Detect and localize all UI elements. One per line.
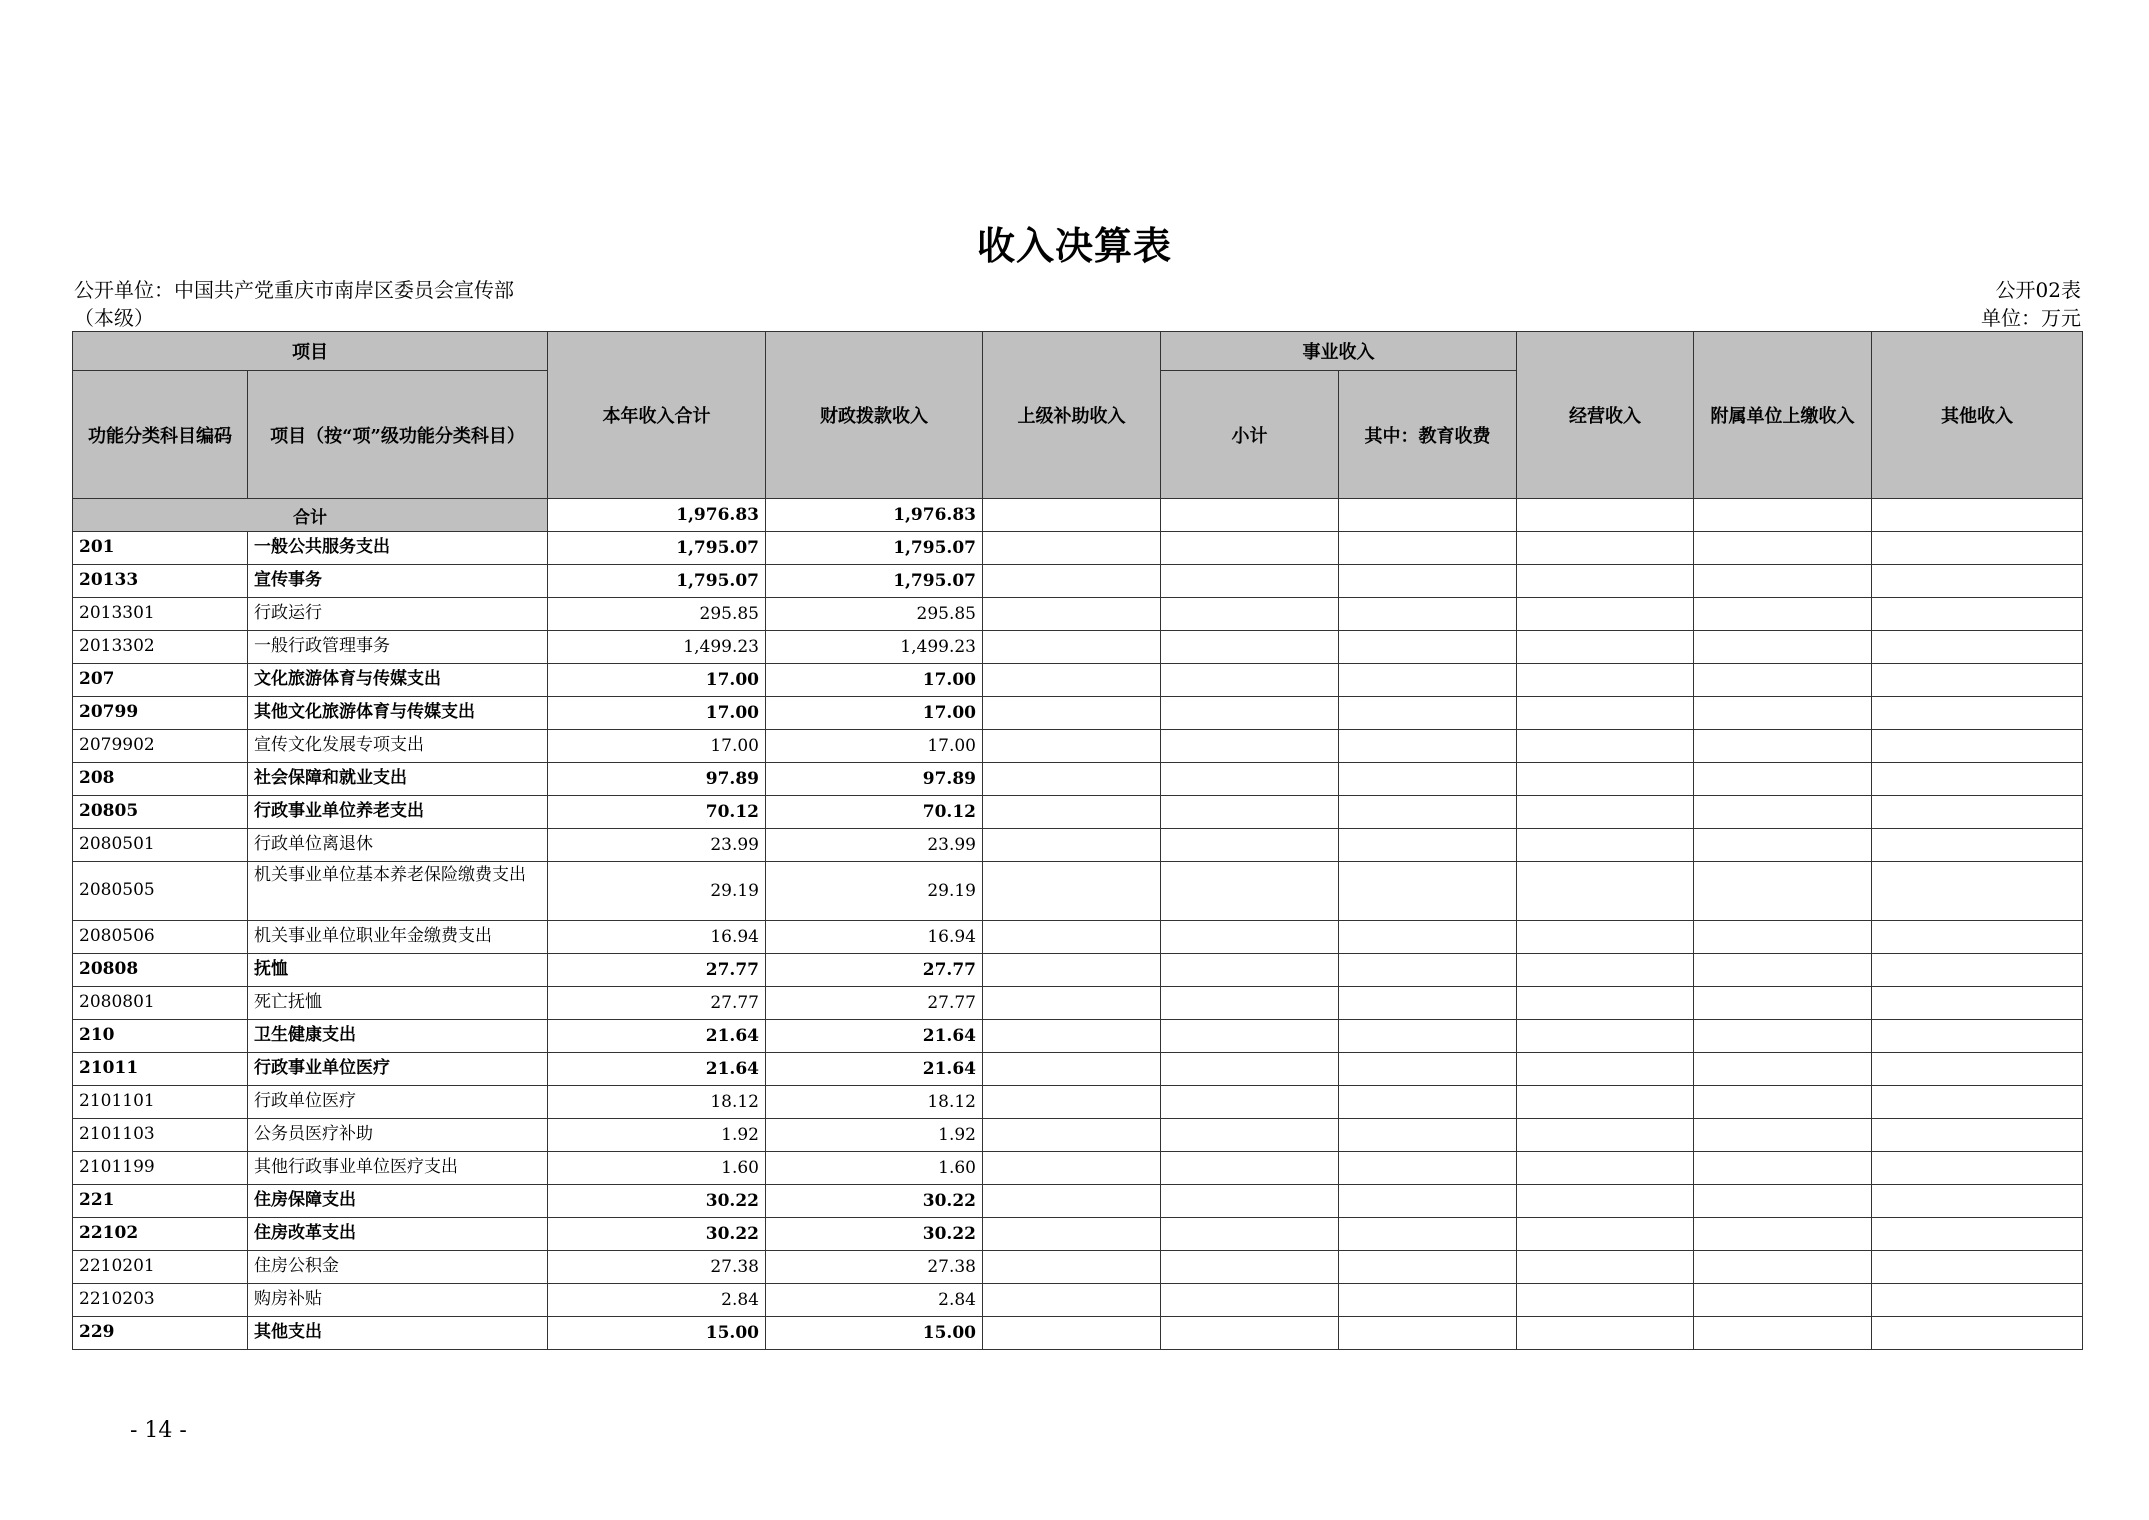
empty-cell	[1517, 598, 1694, 631]
empty-cell	[983, 796, 1161, 829]
empty-cell	[1161, 631, 1339, 664]
empty-cell	[983, 730, 1161, 763]
row-total: 2.84	[548, 1284, 766, 1317]
header-name: 项目（按“项”级功能分类科目）	[248, 371, 548, 499]
table-row	[73, 1218, 2083, 1251]
empty-cell	[1872, 1152, 2083, 1185]
empty-cell	[1872, 862, 2083, 921]
empty-cell	[1161, 1284, 1339, 1317]
empty-cell	[1872, 565, 2083, 598]
row-code: 2013301	[73, 598, 248, 631]
empty-cell	[1517, 631, 1694, 664]
row-code: 201	[73, 532, 248, 565]
empty-cell	[1339, 1317, 1517, 1350]
empty-cell	[1339, 1086, 1517, 1119]
row-name: 社会保障和就业支出	[248, 763, 548, 796]
row-fiscal: 1,795.07	[766, 565, 983, 598]
empty-cell	[983, 763, 1161, 796]
row-fiscal: 17.00	[766, 697, 983, 730]
table-row	[73, 1053, 2083, 1086]
reporting-unit-level: （本级）	[74, 306, 154, 330]
row-code: 208	[73, 763, 248, 796]
header-fiscal: 财政拨款收入	[766, 332, 983, 499]
empty-cell	[1339, 1251, 1517, 1284]
row-total: 27.77	[548, 954, 766, 987]
table-row	[73, 631, 2083, 664]
empty-cell	[1694, 1317, 1872, 1350]
empty-cell	[1161, 1185, 1339, 1218]
empty-cell	[1872, 1119, 2083, 1152]
empty-cell	[1517, 921, 1694, 954]
empty-cell	[1339, 1020, 1517, 1053]
row-name: 一般行政管理事务	[248, 631, 548, 664]
empty-cell	[1694, 1020, 1872, 1053]
empty-cell	[1517, 1284, 1694, 1317]
empty-cell	[1872, 1317, 2083, 1350]
row-code: 221	[73, 1185, 248, 1218]
table-row	[73, 1152, 2083, 1185]
empty-cell	[1517, 565, 1694, 598]
empty-cell	[1339, 954, 1517, 987]
row-code: 2101101	[73, 1086, 248, 1119]
empty-cell	[1339, 730, 1517, 763]
empty-cell	[1517, 829, 1694, 862]
header-affiliate: 附属单位上缴收入	[1694, 332, 1872, 499]
empty-cell	[1517, 1251, 1694, 1284]
empty-cell	[1339, 664, 1517, 697]
empty-cell	[1694, 987, 1872, 1020]
row-name: 宣传文化发展专项支出	[248, 730, 548, 763]
empty-cell	[1872, 1020, 2083, 1053]
row-total: 21.64	[548, 1020, 766, 1053]
empty-cell	[1161, 1119, 1339, 1152]
empty-cell	[1161, 697, 1339, 730]
row-name: 文化旅游体育与传媒支出	[248, 664, 548, 697]
table-row	[73, 598, 2083, 631]
row-code: 22102	[73, 1218, 248, 1251]
empty-cell	[1694, 1053, 1872, 1086]
row-name: 行政运行	[248, 598, 548, 631]
row-fiscal: 23.99	[766, 829, 983, 862]
row-name: 抚恤	[248, 954, 548, 987]
row-name: 公务员医疗补助	[248, 1119, 548, 1152]
row-total: 1,499.23	[548, 631, 766, 664]
empty-cell	[1161, 921, 1339, 954]
row-fiscal: 27.77	[766, 987, 983, 1020]
row-fiscal: 30.22	[766, 1185, 983, 1218]
header-total: 本年收入合计	[548, 332, 766, 499]
header-code: 功能分类科目编码	[73, 371, 248, 499]
empty-cell	[1517, 862, 1694, 921]
empty-cell	[1517, 1185, 1694, 1218]
empty-cell	[983, 664, 1161, 697]
table-row	[73, 1251, 2083, 1284]
document-title: 收入决算表	[976, 223, 1172, 268]
empty-cell	[983, 1152, 1161, 1185]
empty-cell	[1161, 763, 1339, 796]
row-fiscal: 18.12	[766, 1086, 983, 1119]
row-name: 住房公积金	[248, 1251, 548, 1284]
empty-cell	[983, 1020, 1161, 1053]
row-name: 机关事业单位职业年金缴费支出	[248, 921, 548, 954]
empty-cell	[983, 1185, 1161, 1218]
empty-cell	[1161, 1251, 1339, 1284]
table-row	[73, 664, 2083, 697]
row-fiscal: 97.89	[766, 763, 983, 796]
empty-cell	[1517, 1218, 1694, 1251]
empty-cell	[1872, 829, 2083, 862]
empty-cell	[1872, 598, 2083, 631]
empty-cell	[1694, 532, 1872, 565]
empty-cell	[983, 829, 1161, 862]
empty-cell	[1872, 954, 2083, 987]
empty-cell	[1694, 862, 1872, 921]
row-total: 27.77	[548, 987, 766, 1020]
empty-cell	[1161, 1086, 1339, 1119]
empty-cell	[1161, 598, 1339, 631]
empty-cell	[1517, 532, 1694, 565]
empty-cell	[1517, 987, 1694, 1020]
empty-cell	[1872, 1284, 2083, 1317]
empty-cell	[1872, 1053, 2083, 1086]
row-code: 2013302	[73, 631, 248, 664]
row-fiscal: 1,499.23	[766, 631, 983, 664]
row-name: 其他行政事业单位医疗支出	[248, 1152, 548, 1185]
empty-cell	[1517, 1086, 1694, 1119]
empty-cell	[1872, 664, 2083, 697]
table-row	[73, 532, 2083, 565]
row-total: 70.12	[548, 796, 766, 829]
row-name: 机关事业单位基本养老保险缴费支出	[248, 862, 548, 921]
empty-cell	[1872, 921, 2083, 954]
table-row	[73, 565, 2083, 598]
empty-cell	[1694, 954, 1872, 987]
empty-cell	[1872, 1086, 2083, 1119]
empty-cell	[983, 1119, 1161, 1152]
empty-cell	[1161, 1020, 1339, 1053]
row-code: 229	[73, 1317, 248, 1350]
empty-cell	[983, 1317, 1161, 1350]
empty-cell	[1339, 796, 1517, 829]
row-name: 住房保障支出	[248, 1185, 548, 1218]
empty-cell	[1339, 1053, 1517, 1086]
empty-cell	[1339, 565, 1517, 598]
table-row	[73, 763, 2083, 796]
row-code: 2079902	[73, 730, 248, 763]
row-code: 2101199	[73, 1152, 248, 1185]
empty-cell	[1694, 1218, 1872, 1251]
empty-cell	[1161, 664, 1339, 697]
empty-cell	[1872, 631, 2083, 664]
row-code: 207	[73, 664, 248, 697]
empty-cell	[1339, 987, 1517, 1020]
empty-cell	[1161, 796, 1339, 829]
empty-cell	[1339, 763, 1517, 796]
row-total: 16.94	[548, 921, 766, 954]
row-total: 27.38	[548, 1251, 766, 1284]
row-fiscal: 1.60	[766, 1152, 983, 1185]
row-fiscal: 21.64	[766, 1053, 983, 1086]
row-total: 1,795.07	[548, 532, 766, 565]
empty-cell	[1517, 1152, 1694, 1185]
row-name: 购房补贴	[248, 1284, 548, 1317]
row-name: 死亡抚恤	[248, 987, 548, 1020]
row-code: 2101103	[73, 1119, 248, 1152]
row-code: 2210201	[73, 1251, 248, 1284]
row-total: 295.85	[548, 598, 766, 631]
table-number: 公开02表	[1995, 278, 2081, 302]
row-name: 宣传事务	[248, 565, 548, 598]
empty-cell	[1694, 763, 1872, 796]
table-row	[73, 862, 2083, 921]
empty-cell	[1161, 730, 1339, 763]
table-row	[73, 796, 2083, 829]
row-fiscal: 29.19	[766, 862, 983, 921]
empty-cell	[1694, 664, 1872, 697]
empty-cell	[1339, 1284, 1517, 1317]
empty-cell	[1872, 763, 2083, 796]
empty-cell	[1339, 697, 1517, 730]
header-subtotal: 小计	[1161, 371, 1339, 499]
empty-cell	[1872, 499, 2083, 532]
header-superior: 上级补助收入	[983, 332, 1161, 499]
empty-cell	[1872, 796, 2083, 829]
row-total: 23.99	[548, 829, 766, 862]
reporting-unit: 公开单位：中国共产党重庆市南岸区委员会宣传部	[74, 278, 514, 302]
empty-cell	[1517, 1317, 1694, 1350]
row-total: 17.00	[548, 664, 766, 697]
table-row	[73, 1020, 2083, 1053]
page-number: - 14 -	[130, 1418, 187, 1443]
empty-cell	[983, 1218, 1161, 1251]
row-fiscal: 27.38	[766, 1251, 983, 1284]
empty-cell	[1161, 987, 1339, 1020]
empty-cell	[1694, 598, 1872, 631]
row-name: 其他支出	[248, 1317, 548, 1350]
table-row	[73, 1185, 2083, 1218]
header-other: 其他收入	[1872, 332, 2083, 499]
empty-cell	[1339, 1185, 1517, 1218]
empty-cell	[983, 862, 1161, 921]
row-name: 一般公共服务支出	[248, 532, 548, 565]
row-total: 30.22	[548, 1185, 766, 1218]
row-total: 21.64	[548, 1053, 766, 1086]
empty-cell	[1517, 730, 1694, 763]
table-row	[73, 954, 2083, 987]
empty-cell	[983, 631, 1161, 664]
empty-cell	[1694, 730, 1872, 763]
empty-cell	[1339, 499, 1517, 532]
empty-cell	[983, 954, 1161, 987]
row-name: 卫生健康支出	[248, 1020, 548, 1053]
table-row	[73, 1119, 2083, 1152]
empty-cell	[1161, 1053, 1339, 1086]
row-code: 20133	[73, 565, 248, 598]
empty-cell	[983, 1053, 1161, 1086]
empty-cell	[1694, 1086, 1872, 1119]
empty-cell	[1339, 631, 1517, 664]
table-row	[73, 921, 2083, 954]
row-fiscal: 1,795.07	[766, 532, 983, 565]
total-amount: 1,976.83	[548, 499, 766, 532]
row-fiscal: 30.22	[766, 1218, 983, 1251]
row-total: 29.19	[548, 862, 766, 921]
empty-cell	[1517, 1119, 1694, 1152]
empty-cell	[1161, 532, 1339, 565]
row-fiscal: 17.00	[766, 664, 983, 697]
empty-cell	[1339, 829, 1517, 862]
table-row	[73, 1086, 2083, 1119]
empty-cell	[1161, 499, 1339, 532]
row-total: 15.00	[548, 1317, 766, 1350]
row-fiscal: 16.94	[766, 921, 983, 954]
row-fiscal: 295.85	[766, 598, 983, 631]
row-code: 20805	[73, 796, 248, 829]
empty-cell	[1694, 1152, 1872, 1185]
empty-cell	[1517, 697, 1694, 730]
empty-cell	[1872, 1218, 2083, 1251]
row-code: 20799	[73, 697, 248, 730]
row-fiscal: 21.64	[766, 1020, 983, 1053]
empty-cell	[1872, 1251, 2083, 1284]
empty-cell	[1694, 565, 1872, 598]
table-row	[73, 1317, 2083, 1350]
row-fiscal: 27.77	[766, 954, 983, 987]
header-business: 事业收入	[1161, 332, 1517, 371]
table-row	[73, 987, 2083, 1020]
row-fiscal: 70.12	[766, 796, 983, 829]
row-total: 1.60	[548, 1152, 766, 1185]
row-code: 210	[73, 1020, 248, 1053]
empty-cell	[1694, 1284, 1872, 1317]
row-name: 行政单位离退休	[248, 829, 548, 862]
row-total: 97.89	[548, 763, 766, 796]
empty-cell	[983, 1086, 1161, 1119]
empty-cell	[1872, 697, 2083, 730]
total-row	[73, 499, 2083, 532]
header-education: 其中：教育收费	[1339, 371, 1517, 499]
empty-cell	[983, 565, 1161, 598]
empty-cell	[1161, 862, 1339, 921]
empty-cell	[1872, 1185, 2083, 1218]
header-item: 项目	[73, 332, 548, 371]
empty-cell	[1694, 1251, 1872, 1284]
empty-cell	[1161, 1317, 1339, 1350]
row-name: 住房改革支出	[248, 1218, 548, 1251]
empty-cell	[1694, 796, 1872, 829]
empty-cell	[983, 499, 1161, 532]
empty-cell	[1339, 921, 1517, 954]
table-row	[73, 829, 2083, 862]
row-total: 1,795.07	[548, 565, 766, 598]
table-row	[73, 1284, 2083, 1317]
row-total: 17.00	[548, 730, 766, 763]
row-total: 17.00	[548, 697, 766, 730]
row-fiscal: 15.00	[766, 1317, 983, 1350]
empty-cell	[1161, 954, 1339, 987]
row-name: 行政事业单位医疗	[248, 1053, 548, 1086]
table-row	[73, 730, 2083, 763]
table-row	[73, 697, 2083, 730]
header-operating: 经营收入	[1517, 332, 1694, 499]
empty-cell	[1872, 987, 2083, 1020]
income-final-accounts-table	[72, 331, 2083, 1350]
row-fiscal: 17.00	[766, 730, 983, 763]
row-code: 2210203	[73, 1284, 248, 1317]
row-name: 行政事业单位养老支出	[248, 796, 548, 829]
row-total: 30.22	[548, 1218, 766, 1251]
empty-cell	[1517, 1053, 1694, 1086]
empty-cell	[1339, 1152, 1517, 1185]
empty-cell	[983, 1284, 1161, 1317]
row-code: 2080501	[73, 829, 248, 862]
empty-cell	[1339, 862, 1517, 921]
empty-cell	[983, 1251, 1161, 1284]
total-label: 合计	[73, 499, 548, 532]
empty-cell	[983, 598, 1161, 631]
empty-cell	[1339, 1119, 1517, 1152]
empty-cell	[1694, 697, 1872, 730]
empty-cell	[1517, 664, 1694, 697]
row-fiscal: 1.92	[766, 1119, 983, 1152]
empty-cell	[1161, 1218, 1339, 1251]
empty-cell	[1517, 954, 1694, 987]
empty-cell	[1694, 631, 1872, 664]
total-fiscal: 1,976.83	[766, 499, 983, 532]
empty-cell	[1872, 532, 2083, 565]
empty-cell	[1161, 1152, 1339, 1185]
empty-cell	[1339, 1218, 1517, 1251]
empty-cell	[1517, 1020, 1694, 1053]
empty-cell	[1517, 763, 1694, 796]
currency-unit: 单位：万元	[1981, 306, 2081, 330]
empty-cell	[1872, 730, 2083, 763]
empty-cell	[1517, 499, 1694, 532]
row-fiscal: 2.84	[766, 1284, 983, 1317]
empty-cell	[983, 697, 1161, 730]
empty-cell	[1161, 565, 1339, 598]
row-name: 其他文化旅游体育与传媒支出	[248, 697, 548, 730]
empty-cell	[983, 987, 1161, 1020]
row-code: 2080801	[73, 987, 248, 1020]
row-name: 行政单位医疗	[248, 1086, 548, 1119]
row-code: 2080506	[73, 921, 248, 954]
empty-cell	[1161, 829, 1339, 862]
row-code: 2080505	[73, 862, 248, 921]
row-total: 1.92	[548, 1119, 766, 1152]
row-total: 18.12	[548, 1086, 766, 1119]
empty-cell	[1339, 532, 1517, 565]
empty-cell	[1694, 1185, 1872, 1218]
empty-cell	[1339, 598, 1517, 631]
empty-cell	[1694, 499, 1872, 532]
row-code: 20808	[73, 954, 248, 987]
empty-cell	[983, 921, 1161, 954]
empty-cell	[983, 532, 1161, 565]
empty-cell	[1694, 921, 1872, 954]
empty-cell	[1694, 829, 1872, 862]
empty-cell	[1694, 1119, 1872, 1152]
row-code: 21011	[73, 1053, 248, 1086]
empty-cell	[1517, 796, 1694, 829]
